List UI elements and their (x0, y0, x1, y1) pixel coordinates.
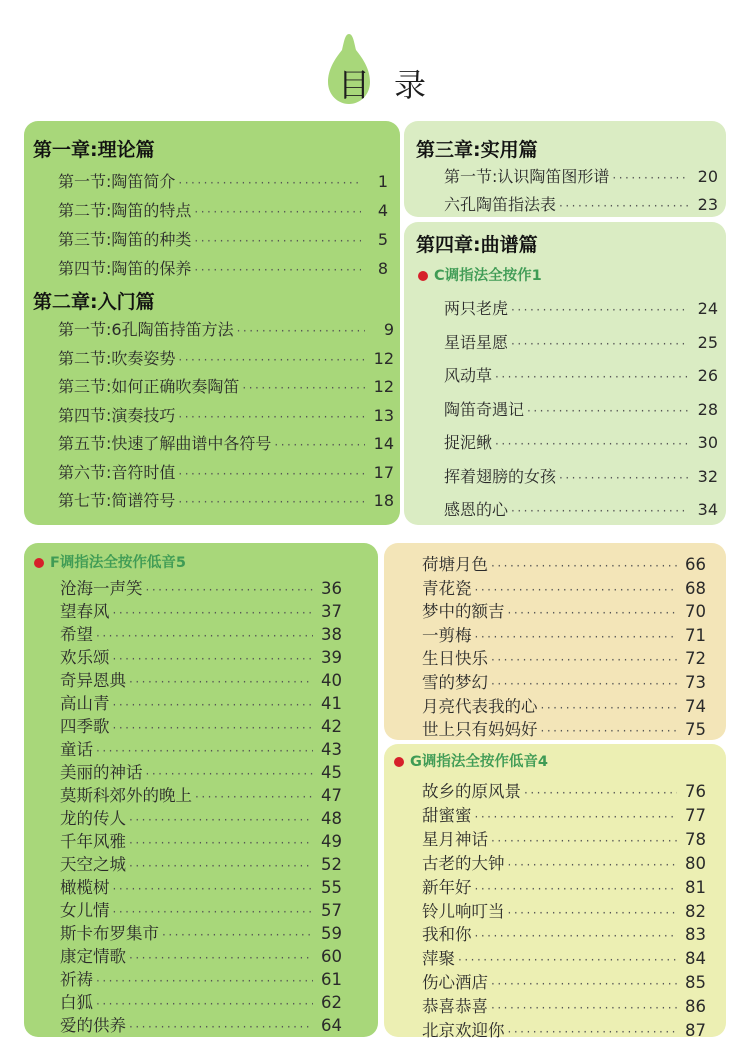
toc-entry-title: 第五节:快速了解曲谱中各符号 (58, 434, 272, 453)
toc-entry (444, 192, 718, 220)
toc-entry (422, 874, 706, 897)
dot-leader (491, 977, 677, 991)
toc-entry-title: 童话 (60, 740, 93, 759)
toc-entry-title: 新年好 (422, 877, 472, 897)
toc-entry (60, 713, 342, 736)
toc-entry (422, 969, 706, 992)
toc-entry-title: 橄榄树 (60, 878, 110, 897)
toc-entry-title: 第一节:认识陶笛图形谱 (444, 167, 610, 186)
toc-entry-title: 捉泥鳅 (444, 433, 493, 452)
panel-theory-intro (24, 121, 400, 525)
toc-entry (58, 431, 394, 459)
toc-entry-title: 月亮代表我的心 (422, 696, 538, 716)
toc-entry (58, 488, 394, 516)
toc-entry-page: 12 (373, 348, 394, 368)
dot-leader (508, 1025, 678, 1039)
toc-entry-page: 70 (685, 602, 706, 622)
toc-entry-page: 62 (321, 993, 342, 1012)
toc-entry (422, 669, 706, 692)
toc-entry-title: 康定情歌 (60, 947, 126, 966)
red-bullet-icon (394, 757, 404, 767)
dot-leader (237, 324, 365, 338)
toc-entry (444, 497, 718, 529)
toc-entry-page: 24 (697, 299, 718, 318)
toc-entry-page: 5 (377, 230, 388, 249)
dot-leader (129, 1020, 313, 1034)
toc-entry-page: 61 (321, 970, 342, 989)
toc-entry-title: 祈祷 (60, 970, 93, 989)
toc-entry-title: 第一节:陶笛简介 (58, 172, 176, 191)
dot-leader (491, 653, 677, 667)
toc-entry-page: 13 (373, 405, 394, 425)
chapter-title: 第一章:理论篇 (33, 139, 155, 161)
dot-leader (511, 337, 689, 351)
dot-leader (242, 381, 365, 395)
toc-entry-title: 第三节:陶笛的种类 (58, 230, 192, 249)
dot-leader (475, 630, 678, 644)
dot-leader (559, 199, 689, 213)
toc-entry (60, 897, 342, 920)
section-title: C调指法全按作1 (418, 264, 542, 285)
dot-leader (178, 353, 365, 367)
toc-entry (422, 598, 706, 621)
section-title: F调指法全按作低音5 (34, 551, 186, 572)
toc-entry-title: 风动草 (444, 366, 493, 385)
toc-entry-page: 64 (321, 1016, 342, 1035)
toc-entry-title: 生日快乐 (422, 649, 488, 669)
toc-entry-page: 36 (321, 579, 342, 598)
toc-entry-page: 84 (685, 949, 706, 969)
toc-entry-page: 26 (697, 366, 718, 385)
toc-entry (60, 874, 342, 897)
section-title: G调指法全按作低音4 (394, 750, 548, 771)
toc-entry-page: 18 (373, 491, 394, 510)
dot-leader (96, 744, 313, 758)
toc-entry (422, 645, 706, 668)
chapter-title: 第三章:实用篇 (416, 139, 538, 161)
dot-leader (113, 698, 314, 712)
dot-leader (475, 583, 678, 597)
toc-entry-title: 甜蜜蜜 (422, 805, 472, 825)
toc-entry (60, 690, 342, 713)
toc-entry (422, 1017, 706, 1040)
dot-leader (541, 724, 678, 738)
toc-entry-page: 8 (377, 259, 388, 278)
toc-entry-page: 73 (685, 673, 706, 692)
toc-entry (58, 256, 388, 284)
panel-scores-g (384, 744, 726, 1040)
toc-entry (58, 198, 388, 226)
toc-entry (444, 430, 718, 462)
toc-entry (60, 598, 342, 621)
toc-entry (60, 966, 342, 989)
dot-leader (511, 303, 689, 317)
toc-entry-title: 两只老虎 (444, 299, 509, 318)
toc-entry-title: 莫斯科郊外的晚上 (60, 786, 192, 805)
toc-entry-title: 星语星愿 (444, 332, 509, 352)
toc-entry (422, 551, 706, 574)
toc-entry (58, 346, 394, 374)
toc-entry-title: 第一节:6孔陶笛持笛方法 (58, 320, 234, 339)
toc-entry-title: 第二节:陶笛的特点 (58, 201, 192, 220)
toc-entry (60, 989, 342, 1012)
toc-entry-title: 故乡的原风景 (422, 782, 521, 801)
toc-entry-page: 48 (321, 809, 342, 828)
dot-leader (541, 701, 678, 715)
toc-entry (60, 782, 342, 805)
toc-entry (422, 575, 706, 598)
dot-leader (129, 951, 313, 965)
toc-entry-title: 青花瓷 (422, 578, 472, 598)
panel-practical (404, 121, 726, 217)
toc-entry (60, 736, 342, 759)
toc-entry-page: 42 (321, 717, 342, 736)
toc-entry (444, 330, 718, 362)
dot-leader (146, 767, 314, 781)
toc-entry-title: 望春风 (60, 602, 110, 621)
toc-entry-title: 伤心酒店 (422, 973, 488, 993)
dot-leader (274, 438, 365, 452)
toc-entry (422, 802, 706, 825)
toc-entry-title: 高山青 (60, 694, 110, 713)
toc-entry-page: 14 (373, 434, 394, 453)
toc-entry-page: 60 (321, 947, 342, 966)
toc-entry (422, 622, 706, 645)
toc-entry-page: 49 (321, 832, 342, 851)
toc-entry-page: 4 (377, 201, 388, 220)
toc-entry-title: 挥着翅膀的女孩 (444, 466, 557, 486)
toc-entry-title: 梦中的额吉 (422, 602, 505, 622)
toc-entry-page: 20 (697, 167, 718, 186)
toc-entry-page: 28 (697, 399, 718, 419)
toc-entry-title: 萍聚 (422, 949, 455, 969)
toc-entry (58, 317, 394, 345)
toc-entry-page: 74 (685, 696, 706, 716)
toc-entry-title: 感恩的心 (444, 500, 509, 519)
toc-entry-page: 47 (321, 786, 342, 805)
toc-entry (58, 374, 394, 402)
toc-entry-page: 57 (321, 901, 342, 920)
toc-entry-page: 34 (697, 500, 718, 519)
toc-entry-title: 白狐 (60, 993, 93, 1012)
toc-entry-title: 第四节:演奏技巧 (58, 405, 176, 425)
header (0, 32, 750, 112)
toc-entry-title: 第四节:陶笛的保养 (58, 259, 192, 278)
toc-entry (58, 169, 388, 197)
toc-entry (444, 464, 718, 496)
toc-entry (60, 943, 342, 966)
toc-entry-page: 86 (685, 997, 706, 1017)
toc-entry-page: 78 (685, 829, 706, 849)
dot-leader (491, 1001, 677, 1015)
dot-leader (508, 606, 678, 620)
dot-leader (475, 929, 678, 943)
toc-entry-page: 38 (321, 625, 342, 644)
toc-entry-title: 荷塘月色 (422, 555, 488, 574)
chapter-title: 第二章:入门篇 (33, 291, 155, 313)
toc-entry (58, 460, 394, 488)
toc-entry-title: 铃儿响叮当 (422, 901, 505, 921)
dot-leader (495, 437, 689, 451)
dot-leader (96, 629, 313, 643)
dot-leader (508, 858, 678, 872)
toc-entry-title: 一剪梅 (422, 625, 472, 645)
panel-scores-f-continued (384, 543, 726, 740)
toc-entry (422, 921, 706, 944)
dot-leader (491, 559, 677, 573)
dot-leader (162, 928, 313, 942)
toc-entry (60, 644, 342, 667)
toc-entry (60, 575, 342, 598)
toc-entry-title: 沧海一声笑 (60, 579, 143, 598)
toc-entry-page: 80 (685, 853, 706, 873)
toc-entry (444, 164, 718, 192)
dot-leader (146, 583, 314, 597)
toc-entry-page: 75 (685, 720, 706, 740)
dot-leader (194, 205, 361, 219)
toc-entry-title: 六孔陶笛指法表 (444, 195, 557, 214)
toc-entry-page: 81 (685, 877, 706, 897)
toc-entry-page: 1 (377, 172, 388, 191)
toc-entry (444, 363, 718, 395)
toc-entry-page: 82 (685, 901, 706, 921)
toc-entry (60, 667, 342, 690)
toc-entry-page: 85 (685, 973, 706, 993)
toc-entry-page: 25 (697, 332, 718, 352)
dot-leader (178, 495, 365, 509)
dot-leader (113, 882, 314, 896)
toc-entry-page: 9 (383, 320, 394, 339)
toc-entry-page: 76 (685, 782, 706, 801)
toc-entry (60, 828, 342, 851)
toc-entry (422, 826, 706, 849)
toc-entry-title: 第七节:简谱符号 (58, 491, 176, 510)
dot-leader (458, 953, 677, 967)
toc-entry-title: 斯卡布罗集市 (60, 924, 159, 943)
toc-entry-title: 奇异恩典 (60, 671, 126, 690)
dot-leader (129, 675, 313, 689)
toc-entry-page: 32 (697, 466, 718, 486)
toc-entry-page: 66 (685, 555, 706, 574)
toc-entry-page: 45 (321, 763, 342, 782)
toc-entry (58, 227, 388, 255)
toc-entry-page: 30 (697, 433, 718, 452)
toc-entry-page: 55 (321, 878, 342, 897)
toc-entry (444, 397, 718, 429)
toc-entry-title: 陶笛奇遇记 (444, 399, 525, 419)
toc-entry (422, 945, 706, 968)
toc-entry-title: 美丽的神话 (60, 763, 143, 782)
panel-scores-c (404, 222, 726, 525)
dot-leader (96, 974, 313, 988)
toc-entry-title: 天空之城 (60, 855, 126, 874)
dot-leader (495, 370, 689, 384)
dot-leader (178, 176, 361, 190)
toc-entry (422, 898, 706, 921)
toc-entry-title: 世上只有妈妈好 (422, 720, 538, 740)
toc-entry-title: 第六节:音符时值 (58, 462, 176, 482)
toc-entry-title: 北京欢迎你 (422, 1021, 505, 1040)
toc-entry-page: 40 (321, 671, 342, 690)
toc-entry-page: 77 (685, 805, 706, 825)
toc-entry-title: 第二节:吹奏姿势 (58, 348, 176, 368)
dot-leader (491, 677, 677, 691)
toc-entry-title: 恭喜恭喜 (422, 997, 488, 1017)
toc-entry-title: 千年风雅 (60, 832, 126, 851)
dot-leader (511, 504, 689, 518)
toc-entry-title: 古老的大钟 (422, 853, 505, 873)
dot-leader (178, 467, 365, 481)
toc-entry-title: 雪的梦幻 (422, 673, 488, 692)
dot-leader (194, 263, 361, 277)
page-title (338, 60, 450, 106)
toc-entry (444, 296, 718, 328)
toc-entry-title: 星月神话 (422, 829, 488, 849)
red-bullet-icon (34, 558, 44, 568)
dot-leader (527, 404, 689, 418)
dot-leader (612, 171, 689, 185)
toc-entry-title: 女儿情 (60, 901, 110, 920)
dot-leader (129, 859, 313, 873)
toc-entry-page: 83 (685, 925, 706, 945)
dot-leader (559, 471, 689, 485)
dot-leader (129, 813, 313, 827)
toc-entry (60, 621, 342, 644)
toc-entry-page: 71 (685, 625, 706, 645)
toc-entry-title: 第三节:如何正确吹奏陶笛 (58, 377, 240, 396)
toc-entry-page: 12 (373, 377, 394, 396)
toc-entry-title: 龙的传人 (60, 809, 126, 828)
toc-entry-page: 41 (321, 694, 342, 713)
toc-entry (422, 850, 706, 873)
dot-leader (113, 905, 314, 919)
title-char: 录 (394, 66, 451, 104)
dot-leader (113, 652, 314, 666)
toc-entry-page: 43 (321, 740, 342, 759)
dot-leader (524, 786, 677, 800)
toc-entry (422, 716, 706, 739)
toc-entry-page: 17 (373, 462, 394, 482)
dot-leader (475, 810, 678, 824)
dot-leader (491, 834, 677, 848)
dot-leader (194, 234, 361, 248)
toc-entry-page: 52 (321, 855, 342, 874)
toc-entry-title: 四季歌 (60, 717, 110, 736)
toc-entry-page: 87 (685, 1021, 706, 1040)
toc-entry (60, 805, 342, 828)
dot-leader (178, 410, 365, 424)
chapter-title: 第四章:曲谱篇 (416, 234, 538, 256)
toc-entry-title: 希望 (60, 625, 93, 644)
toc-entry (58, 403, 394, 431)
toc-entry-page: 39 (321, 648, 342, 667)
dot-leader (113, 721, 314, 735)
toc-entry (60, 1012, 342, 1035)
dot-leader (475, 882, 678, 896)
dot-leader (508, 906, 678, 920)
panel-scores-f (24, 543, 378, 1037)
title-char: 目 (338, 66, 395, 104)
dot-leader (195, 790, 313, 804)
toc-entry-page: 72 (685, 649, 706, 669)
dot-leader (129, 836, 313, 850)
toc-entry-title: 欢乐颂 (60, 648, 110, 667)
toc-entry-page: 23 (697, 195, 718, 214)
toc-entry (60, 851, 342, 874)
toc-entry-page: 59 (321, 924, 342, 943)
toc-entry (422, 693, 706, 716)
toc-entry-page: 37 (321, 602, 342, 621)
toc-entry (60, 920, 342, 943)
toc-entry-title: 爱的供养 (60, 1016, 126, 1035)
toc-entry (422, 993, 706, 1016)
toc-entry (60, 759, 342, 782)
dot-leader (96, 997, 313, 1011)
toc-entry-title: 我和你 (422, 925, 472, 945)
toc-entry (422, 778, 706, 801)
red-bullet-icon (418, 271, 428, 281)
dot-leader (113, 606, 314, 620)
toc-entry-page: 68 (685, 578, 706, 598)
